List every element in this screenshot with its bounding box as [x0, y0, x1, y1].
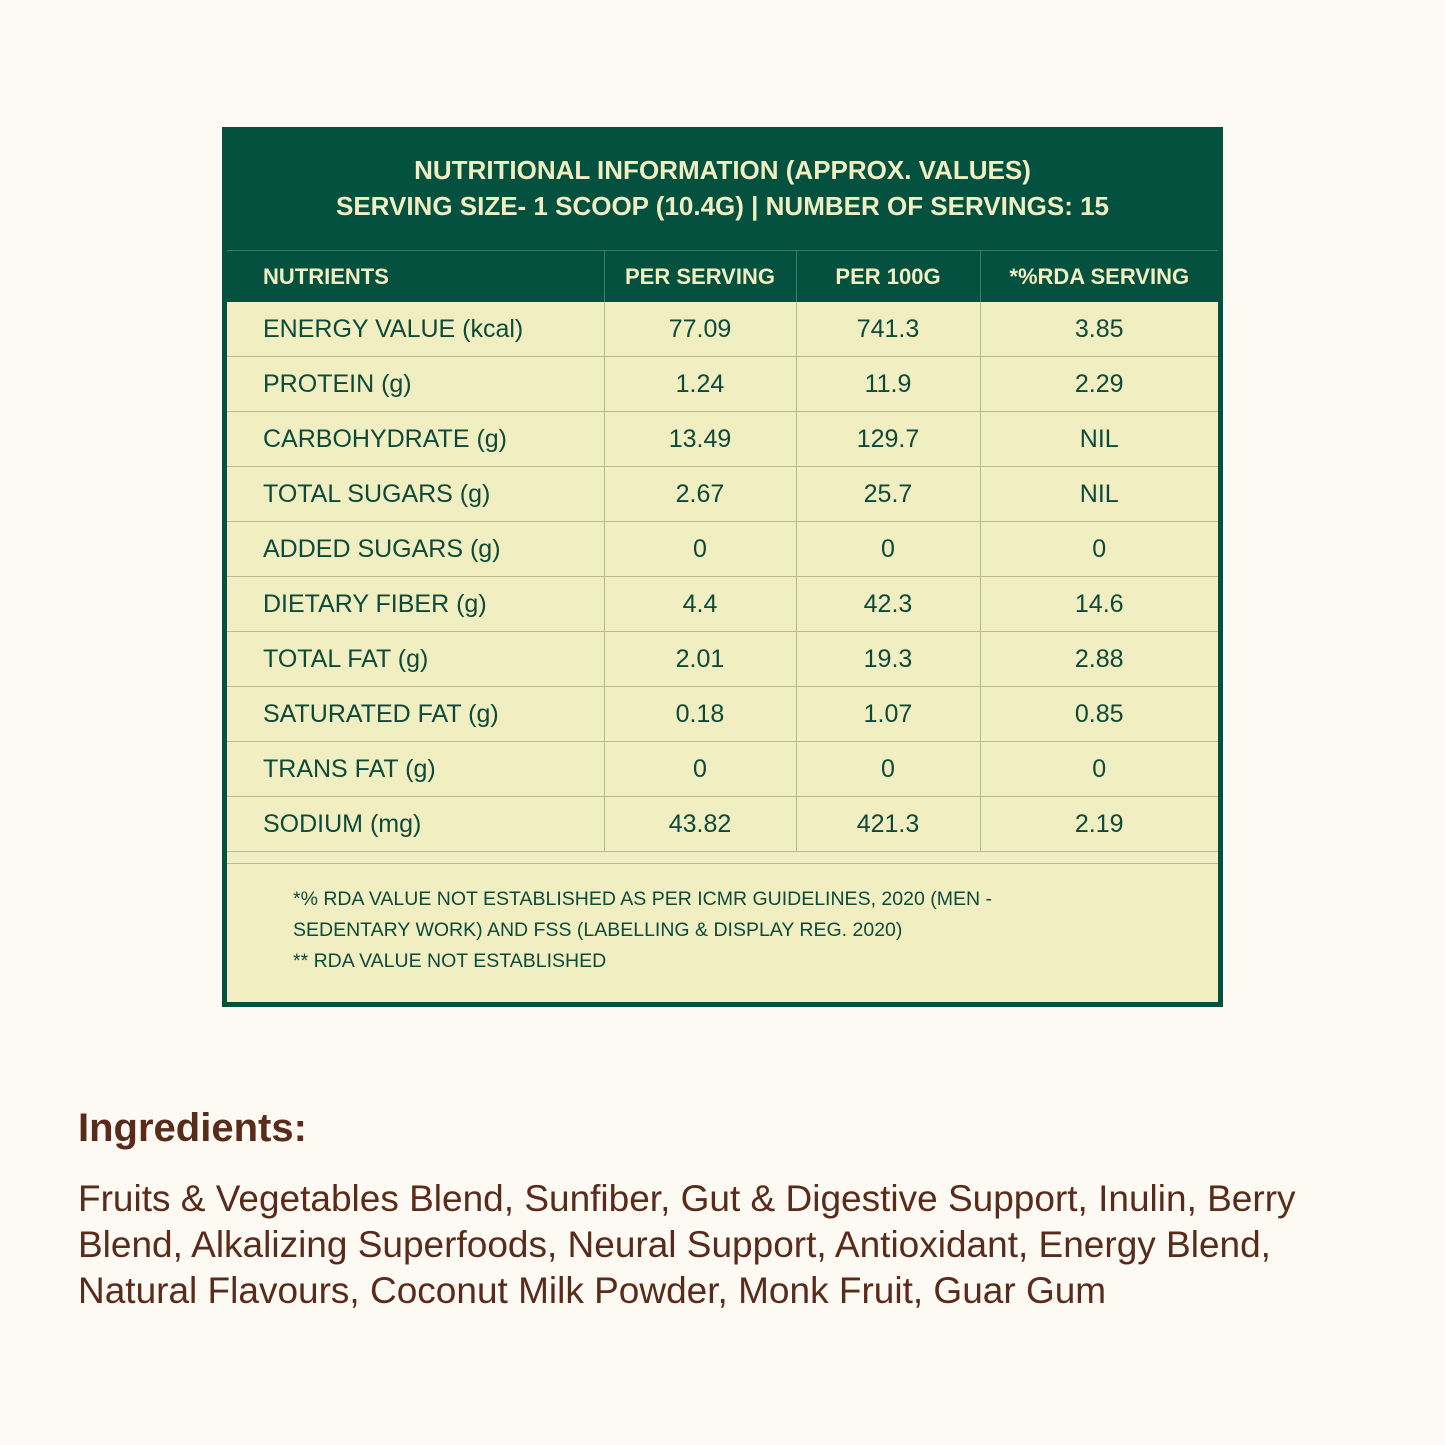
nutrient-name: CARBOHYDRATE (g)	[227, 412, 604, 467]
rda-value: NIL	[980, 467, 1218, 522]
rda-value: 0	[980, 522, 1218, 577]
ingredients-list: Fruits & Vegetables Blend, Sunfiber, Gut & Digestive Support, Inulin, Berry Blend, Alkalizing Superfoods, Neural Support, Antioxidant, Energy Blend, Natural Flavours, Coconut Milk Powder, Monk Fruit, Guar Gum	[78, 1178, 1296, 1311]
table-row	[227, 797, 1218, 852]
footnotes	[293, 884, 992, 977]
per-serving-value: 1.24	[604, 357, 796, 412]
column-header-per-serving: PER SERVING	[604, 251, 796, 303]
table-row	[227, 302, 1218, 357]
nutrient-name: PROTEIN (g)	[227, 357, 604, 412]
nutrient-name: TRANS FAT (g)	[227, 742, 604, 797]
per-100g-value: 1.07	[796, 687, 980, 742]
table-row	[227, 742, 1218, 797]
per-serving-value: 0	[604, 742, 796, 797]
rda-value: 14.6	[980, 577, 1218, 632]
nutrient-name: ENERGY VALUE (kcal)	[227, 302, 604, 357]
per-serving-value: 43.82	[604, 797, 796, 852]
nutrition-table	[227, 250, 1218, 852]
per-serving-value: 13.49	[604, 412, 796, 467]
per-100g-value: 11.9	[796, 357, 980, 412]
rda-value: 2.29	[980, 357, 1218, 412]
column-header-per-100g: PER 100G	[796, 251, 980, 303]
table-row	[227, 522, 1218, 577]
nutrient-name: TOTAL SUGARS (g)	[227, 467, 604, 522]
per-100g-value: 421.3	[796, 797, 980, 852]
column-header-nutrients: NUTRIENTS	[227, 251, 604, 303]
footnote-divider	[227, 863, 1218, 864]
nutrient-name: TOTAL FAT (g)	[227, 632, 604, 687]
per-100g-value: 25.7	[796, 467, 980, 522]
rda-value: 0.85	[980, 687, 1218, 742]
per-100g-value: 741.3	[796, 302, 980, 357]
footnote-line: ** RDA VALUE NOT ESTABLISHED	[293, 950, 607, 972]
per-serving-value: 2.67	[604, 467, 796, 522]
nutrition-panel	[222, 127, 1223, 1007]
nutrient-name: SODIUM (mg)	[227, 797, 604, 852]
rda-value: 2.88	[980, 632, 1218, 687]
table-row	[227, 577, 1218, 632]
rda-value: 2.19	[980, 797, 1218, 852]
footnote-line: SEDENTARY WORK) AND FSS (LABELLING & DISPLAY REG. 2020)	[293, 919, 903, 941]
per-serving-value: 0	[604, 522, 796, 577]
per-serving-value: 77.09	[604, 302, 796, 357]
table-row	[227, 467, 1218, 522]
nutrient-name: ADDED SUGARS (g)	[227, 522, 604, 577]
per-100g-value: 19.3	[796, 632, 980, 687]
rda-value: NIL	[980, 412, 1218, 467]
footnote-line: *% RDA VALUE NOT ESTABLISHED AS PER ICMR GUIDELINES, 2020 (MEN -	[293, 888, 992, 910]
nutrient-name: SATURATED FAT (g)	[227, 687, 604, 742]
per-100g-value: 0	[796, 742, 980, 797]
serving-size-line: SERVING SIZE- 1 SCOOP (10.4G) | NUMBER OF SERVINGS: 15	[335, 191, 1110, 221]
per-serving-value: 4.4	[604, 577, 796, 632]
ingredients-heading: Ingredients:	[78, 1106, 307, 1150]
rda-value: 0	[980, 742, 1218, 797]
table-row	[227, 632, 1218, 687]
nutrient-name: DIETARY FIBER (g)	[227, 577, 604, 632]
rda-value: 3.85	[980, 302, 1218, 357]
per-serving-value: 2.01	[604, 632, 796, 687]
nutrition-title-band	[227, 132, 1218, 250]
table-row	[227, 357, 1218, 412]
per-serving-value: 0.18	[604, 687, 796, 742]
per-100g-value: 0	[796, 522, 980, 577]
table-header-row	[227, 251, 1218, 303]
table-row	[227, 412, 1218, 467]
nutrition-title: NUTRITIONAL INFORMATION (APPROX. VALUES)	[414, 155, 1031, 185]
per-100g-value: 129.7	[796, 412, 980, 467]
per-100g-value: 42.3	[796, 577, 980, 632]
column-header-rda-serving: *%RDA SERVING	[980, 251, 1218, 303]
table-row	[227, 687, 1218, 742]
